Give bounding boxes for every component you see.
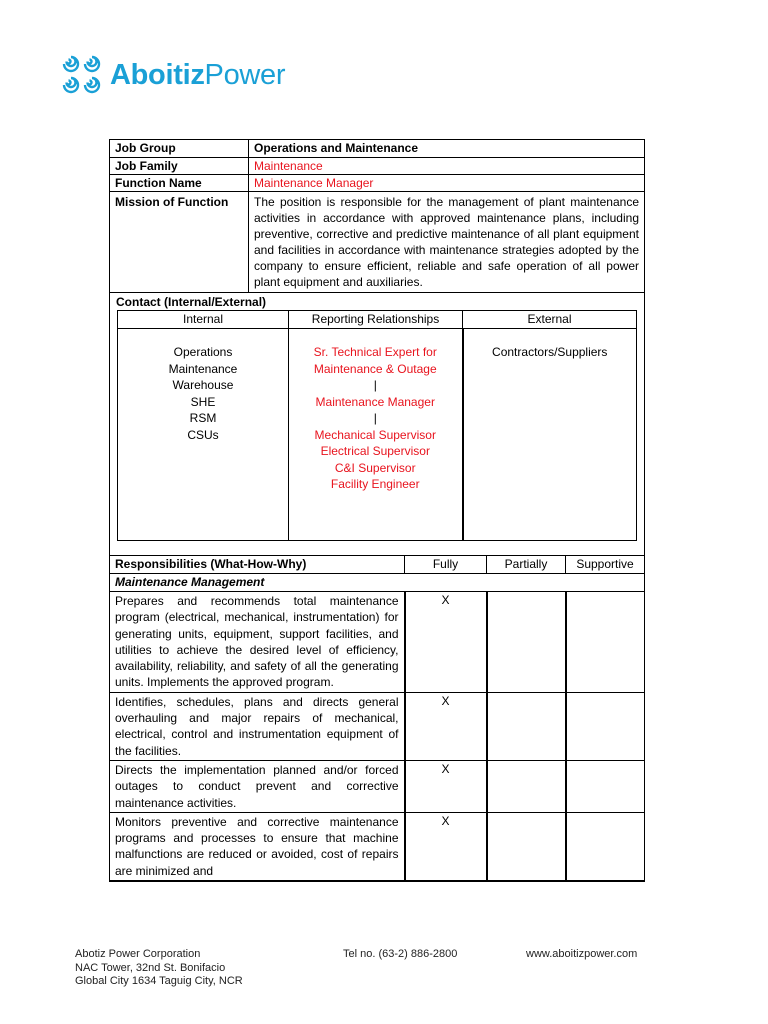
column-partially: Partially <box>487 556 566 574</box>
reporting-line: Maintenance Manager <box>315 394 435 409</box>
responsibility-text: Monitors preventive and corrective maintenance programs and processes to ensure that machine malfunctions are reduced or avoided, cost of repairs are minimized and <box>110 812 405 881</box>
external-contacts <box>463 329 637 541</box>
responsibilities-table <box>109 555 645 882</box>
job-family-label: Job Family <box>110 158 249 175</box>
supportive-mark <box>566 812 645 881</box>
section-title: Maintenance Management <box>110 574 645 592</box>
function-name-value: Maintenance Manager <box>249 175 645 192</box>
contact-header-external: External <box>463 311 637 329</box>
reporting-separator: | <box>373 378 377 392</box>
fully-mark: X <box>405 692 487 760</box>
job-family-value: Maintenance <box>249 158 645 175</box>
footer-address <box>75 948 243 989</box>
internal-contacts <box>118 329 289 541</box>
internal-contact: Maintenance <box>168 361 238 376</box>
responsibilities-header: Responsibilities (What-How-Why) <box>110 556 405 574</box>
internal-contact: Operations <box>173 345 233 359</box>
reporting-line: Facility Engineer <box>330 477 420 491</box>
company-logo <box>60 53 285 97</box>
supportive-mark <box>566 760 645 812</box>
supportive-mark <box>566 592 645 693</box>
mission-text: The position is responsible for the management of plant maintenance activities in accordance with approved maintenance plans, including preventive, corrective and predictive maintenance of all plant equipment and facilities in accordance with maintenance strategies adopted by the company to ensure efficient, reliable and safe operation of all power plant equipment and auxiliaries. <box>249 192 645 293</box>
partially-mark <box>487 760 566 812</box>
job-group-value: Operations and Maintenance <box>249 140 645 158</box>
reporting-line: Electrical Supervisor <box>320 444 430 458</box>
reporting-line: Mechanical Supervisor <box>314 427 436 442</box>
table-row <box>110 760 645 812</box>
column-supportive: Supportive <box>566 556 645 574</box>
footer-company: Abotiz Power Corporation <box>75 948 201 960</box>
internal-contact: SHE <box>190 394 216 409</box>
footer-website: www.aboitizpower.com <box>526 948 638 960</box>
reporting-line: Maintenance & Outage <box>313 361 437 376</box>
responsibility-text: Directs the implementation planned and/or forced outages to conduct prevent and corrective maintenance activities. <box>110 760 405 812</box>
mission-label: Mission of Function <box>110 192 249 293</box>
contact-table <box>117 310 637 541</box>
job-group-label: Job Group <box>110 140 249 158</box>
reporting-relationships <box>289 329 463 541</box>
internal-contact: Warehouse <box>172 378 234 392</box>
supportive-mark <box>566 692 645 760</box>
reporting-line: Sr. Technical Expert for <box>313 345 437 359</box>
partially-mark <box>487 692 566 760</box>
reporting-separator: | <box>373 411 377 425</box>
logo-wordmark: AboitizPower <box>110 58 286 91</box>
footer-tel: Tel no. (63-2) 886-2800 <box>343 948 458 960</box>
partially-mark <box>487 592 566 693</box>
footer-address-line: Global City 1634 Taguig City, NCR <box>75 975 243 987</box>
contact-header-internal: Internal <box>118 311 289 329</box>
contact-title: Contact (Internal/External) <box>116 295 267 309</box>
contact-header-reporting: Reporting Relationships <box>289 311 463 329</box>
partially-mark <box>487 812 566 881</box>
fully-mark: X <box>405 592 487 693</box>
fully-mark: X <box>405 760 487 812</box>
external-contact: Contractors/Suppliers <box>492 345 608 359</box>
footer-address-line: NAC Tower, 32nd St. Bonifacio <box>75 961 226 974</box>
swirl-logo-icon <box>60 53 104 97</box>
job-description-table <box>109 139 645 556</box>
responsibility-text: Prepares and recommends total maintenance program (electrical, mechanical, instrumentation) for generating units, equipment, support facilities, and utilities to achieve the desired level of efficiency, availability, reliability, and safety of all the generating units. Implements the approved program. <box>110 592 405 693</box>
function-name-label: Function Name <box>110 175 249 192</box>
column-fully: Fully <box>405 556 487 574</box>
table-row <box>110 592 645 693</box>
table-row <box>110 692 645 760</box>
internal-contact: RSM <box>189 411 217 425</box>
responsibility-text: Identifies, schedules, plans and directs general overhauling and major repairs of mechanical, electrical, control and instrumentation equipment of the facilities. <box>110 692 405 760</box>
table-row <box>110 812 645 881</box>
internal-contact: CSUs <box>187 427 219 442</box>
contact-section <box>110 293 645 556</box>
fully-mark: X <box>405 812 487 881</box>
reporting-line: C&I Supervisor <box>334 460 416 475</box>
